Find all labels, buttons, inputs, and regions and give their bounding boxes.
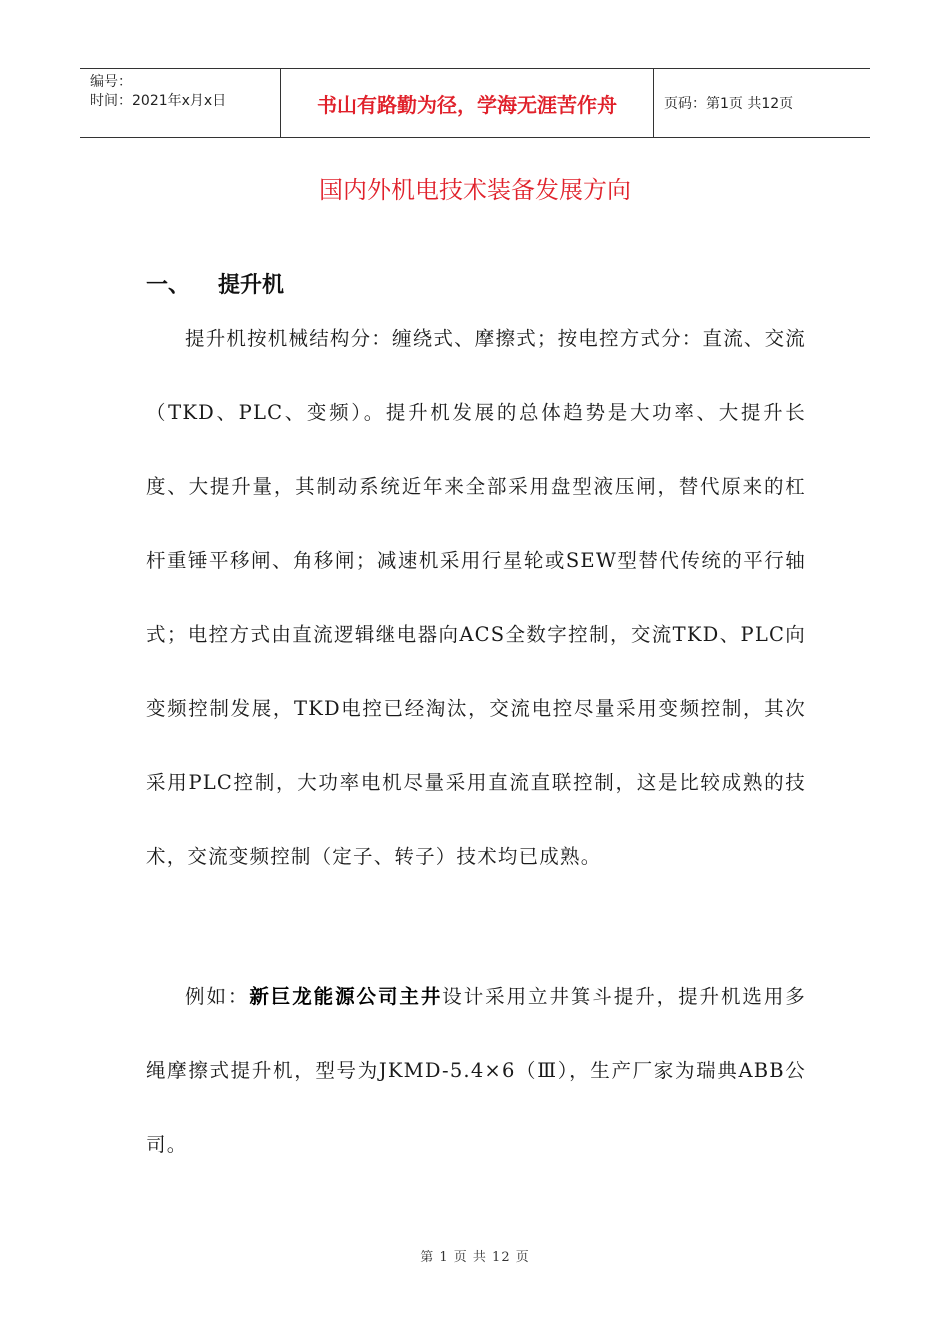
- number-label: 编号：: [90, 74, 132, 90]
- header-motto: 书山有路勤为径，学海无涯苦作舟: [280, 69, 654, 137]
- example-company: 新巨龙能源公司主井: [249, 985, 443, 1008]
- time-label: 时间：2021年x月x日: [90, 93, 227, 109]
- header-page-info: 页码：第1页 共12页: [664, 96, 794, 112]
- paragraph-hoist-overview: 提升机按机械结构分：缠绕式、摩擦式；按电控方式分：直流、交流（TKD、PLC、变频）。提升机发展的总体趋势是大功率、大提升长度、大提升量，其制动系统近年来全部采用盘型液压闸，替代原来的杠杆重锤平移闸、角移闸；减速机采用行星轮或SEW型替代传统的平行轴式；电控方式由直流逻辑继电器向ACS全数字控制，交流TKD、PLC向变频控制发展，TKD电控已经淘汰，交流电控尽量采用变频控制，其次采用PLC控制，大功率电机尽量采用直流直联控制，这是比较成熟的技术，交流变频控制（定子、转子）技术均已成熟。: [146, 327, 807, 868]
- page-footer: 第 1 页 共 12 页: [420, 1250, 530, 1265]
- document-title: 国内外机电技术装备发展方向: [319, 176, 631, 204]
- section-heading: [146, 268, 284, 299]
- header-meta: [80, 69, 280, 137]
- section-number: 一、: [146, 273, 191, 298]
- example-text: 设计采用立井箕斗提升，提升机选用多绳摩擦式提升机，型号为JKMD-5.4×6（Ⅲ），生产厂家为瑞典ABB公司。: [146, 985, 806, 1156]
- paragraph-example: [146, 960, 806, 1182]
- example-prefix: 例如：: [185, 985, 250, 1008]
- section-title: 提升机: [218, 273, 285, 298]
- header-table: [80, 68, 870, 138]
